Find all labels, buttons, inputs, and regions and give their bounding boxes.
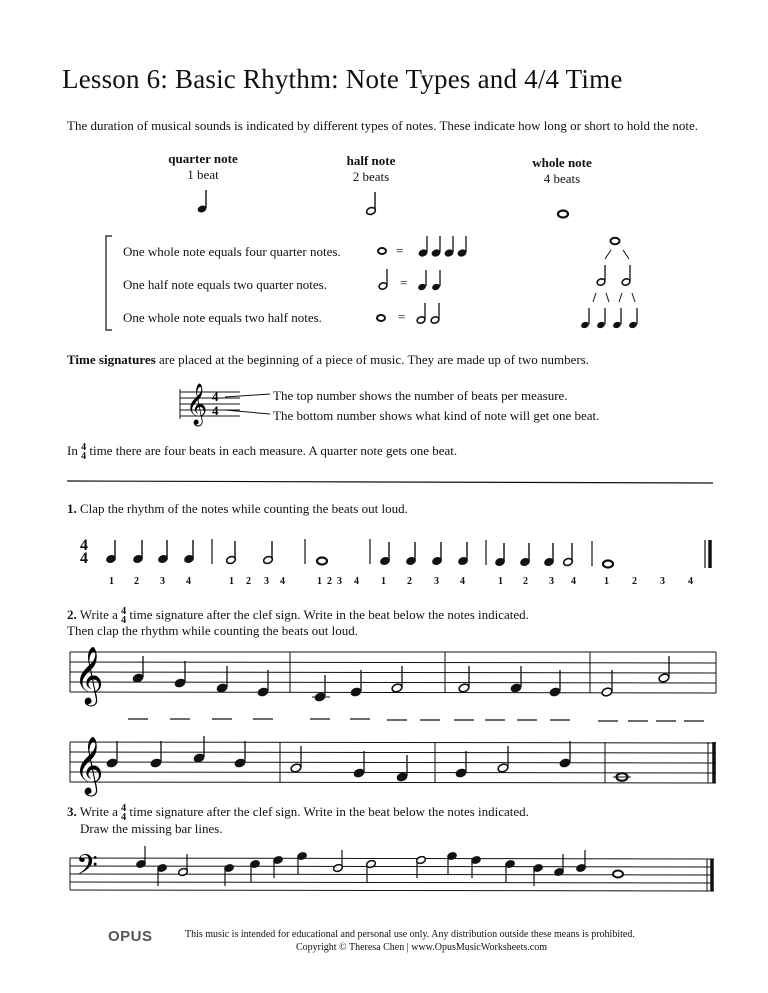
count: 1 (604, 576, 609, 587)
quarter-note-label: quarter note (168, 151, 238, 166)
top-number-note: The top number shows the number of beats per measure. (273, 388, 568, 403)
svg-text:=: = (400, 275, 408, 290)
page-title: Lesson 6: Basic Rhythm: Note Types and 4/4 Time (62, 64, 623, 94)
exercise-3-pre: Write a (79, 804, 118, 819)
equality-1: One whole note equals four quarter notes. (123, 244, 341, 259)
count: 3 (160, 576, 165, 587)
ex2-treble-clef-icon-2: 𝄞 (74, 737, 104, 793)
ts-bottom: 4 (81, 451, 87, 463)
equality-2-notation (378, 269, 441, 291)
bottom-number-note: The bottom number shows what kind of note will get one beat. (273, 408, 600, 423)
ex1-rhythm (80, 537, 710, 568)
footer-disclaimer: This music is intended for educational and personal use only. Any distribution outside these means is prohibited. (185, 929, 635, 940)
inline-time-signature (121, 804, 126, 822)
half-note-label: half note (346, 153, 396, 168)
four-four-text: time there are four beats in each measure. A quarter note gets one beat. (89, 443, 458, 458)
exercise-1-text: Clap the rhythm of the notes while counting the beats out loud. (80, 501, 408, 516)
exercise-2-text: time signature after the clef sign. Write in the beat below the notes indicated. (129, 607, 529, 622)
exercise-3-instruction (67, 804, 529, 822)
count: 3 (337, 576, 342, 587)
intro-text: The duration of musical sounds is indicated by different types of notes. These indicate how long or short to hold the note. (67, 118, 698, 133)
count: 1 (498, 576, 503, 587)
count: 2 (327, 576, 332, 587)
svg-text:4: 4 (212, 389, 219, 404)
equality-2: One half note equals two quarter notes. (123, 277, 327, 292)
ex2-answer-blanks (128, 719, 704, 721)
ts-bottom: 4 (121, 812, 127, 824)
quarter-note-beats: 1 beat (187, 167, 219, 182)
count: 4 (460, 576, 465, 587)
count: 2 (523, 576, 528, 587)
exercise-2-pre: Write a (79, 607, 118, 622)
exercise-3-text: time signature after the clef sign. Write in the beat below the notes indicated. (129, 804, 529, 819)
time-signature-term: Time signatures (67, 352, 156, 367)
opus-logo: OPUS (108, 928, 153, 945)
count: 4 (186, 576, 191, 587)
ex1-counts (0, 576, 768, 592)
svg-text:4: 4 (212, 403, 219, 418)
whole-note-symbol (558, 211, 568, 218)
count: 4 (571, 576, 576, 587)
ts-bottom: 4 (121, 615, 127, 627)
whole-note-label: whole note (532, 155, 592, 170)
time-signature-desc: are placed at the beginning of a piece of music. They are made up of two numbers. (155, 352, 590, 367)
count: 1 (381, 576, 386, 587)
inline-time-signature (81, 443, 86, 461)
count: 3 (434, 576, 439, 587)
equality-3: One whole note equals two half notes. (123, 310, 322, 325)
footer-copyright: Copyright © Theresa Chen | www.OpusMusicWorksheets.com (296, 942, 547, 953)
svg-text:=: = (396, 243, 404, 258)
count: 3 (549, 576, 554, 587)
count: 2 (632, 576, 637, 587)
in-text: In (67, 443, 78, 458)
exercise-2-line2: Then clap the rhythm while counting the beats out loud. (67, 623, 358, 638)
equality-1-notation (378, 236, 467, 258)
time-signature-intro (67, 352, 589, 368)
ts-top: 4 (81, 442, 87, 454)
count: 2 (246, 576, 251, 587)
equality-3-notation (377, 303, 440, 324)
ex2-treble-clef-icon-1: 𝄞 (74, 647, 104, 703)
svg-text:4: 4 (80, 550, 88, 567)
exercise-3-number: 3. (67, 804, 77, 819)
section-divider (67, 481, 713, 483)
count: 1 (229, 576, 234, 587)
four-four-explanation (67, 443, 457, 461)
exercise-1-number: 1. (67, 501, 77, 516)
bass-clef-icon: 𝄢 (76, 851, 98, 888)
ts-top: 4 (121, 606, 127, 618)
svg-text:4: 4 (80, 537, 88, 554)
count: 4 (688, 576, 693, 587)
count: 2 (407, 576, 412, 587)
half-note-symbol (366, 192, 377, 216)
equalities-bracket (106, 236, 112, 330)
exercise-2-number: 2. (67, 607, 77, 622)
count: 3 (660, 576, 665, 587)
exercise-1-instruction (67, 501, 408, 517)
whole-note-beats: 4 beats (543, 171, 581, 186)
count: 1 (109, 576, 114, 587)
note-value-tree (580, 238, 638, 329)
count: 3 (264, 576, 269, 587)
count: 4 (280, 576, 285, 587)
treble-clef-icon: 𝄞 (186, 384, 208, 424)
exercise-3-line2: Draw the missing bar lines. (80, 821, 223, 836)
count: 2 (134, 576, 139, 587)
svg-text:=: = (398, 309, 406, 324)
count: 1 (317, 576, 322, 587)
count: 4 (354, 576, 359, 587)
ts-top: 4 (121, 803, 127, 815)
half-note-beats: 2 beats (352, 169, 390, 184)
quarter-note-symbol (197, 190, 208, 214)
